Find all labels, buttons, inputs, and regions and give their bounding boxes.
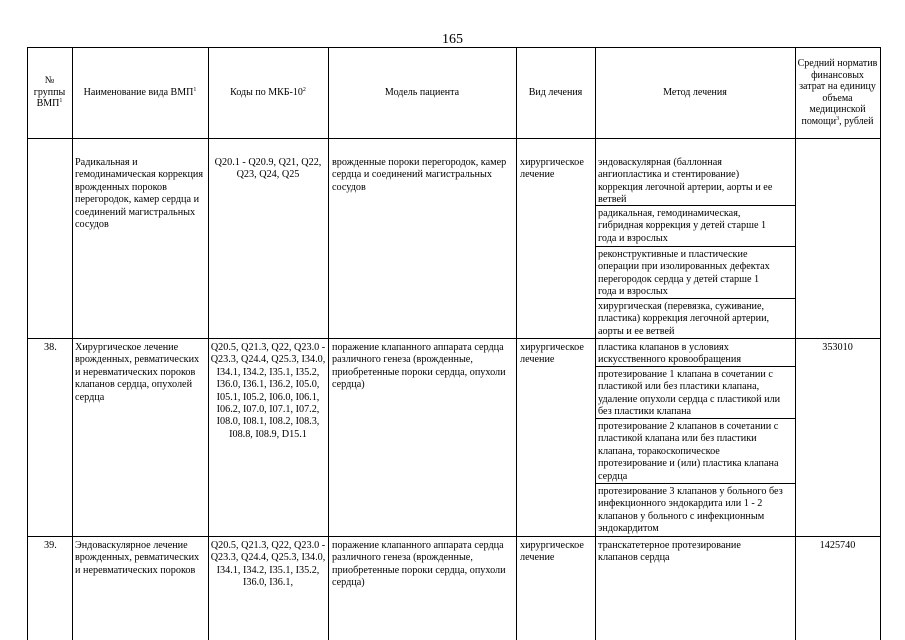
header-codes [208, 47, 328, 138]
header-treatment-label: Вид лечения [528, 86, 583, 98]
footnote-marker: 2 [302, 86, 306, 93]
header-cost [795, 47, 880, 138]
header-number-label: № группы ВМП [33, 75, 66, 110]
method-separator [595, 483, 795, 484]
row-codes: Q20.5, Q21.3, Q22, Q23.0 - Q23.3, Q24.4, Q25.3, I34.0, I34.1, I34.2, I35.1, I35.2, I36.0, I36.1, I36.2, I05.0, I05.1, I05.2, I06.0, I06.1, I06.2, I07.0, I07.1, I07.2, I08.0, I08.1, I08.2, I08.3, I08.8, I08.9, D15.1 [210, 342, 326, 440]
row-name: Эндоваскулярное лечение врожденных, ревматических и неревматических пороков [75, 540, 200, 576]
row-method: протезирование 2 клапанов в сочетании с пластикой клапана или без пластики клапана, торакоскопическое протезирование и (или) пластика клапана сердца [598, 421, 779, 482]
header-method-label: Метод лечения [663, 86, 727, 98]
header-codes-label: Коды по МКБ-10 [230, 86, 303, 98]
footnote-marker: 1 [193, 86, 197, 93]
header-model-label: Модель пациента [384, 86, 460, 98]
row-number: 38. [44, 342, 57, 353]
method-separator [595, 205, 795, 206]
method-separator [595, 366, 795, 367]
header-cost-label: Средний норматив финансовых затрат на единицу объема медицинской помощи [797, 58, 878, 127]
row-separator [27, 338, 880, 339]
row-method: хирургическая (перевязка, суживание, пластика) коррекция легочной артерии, аорты и ее ветвей [598, 301, 770, 337]
row-method: радикальная, гемодинамическая, гибридная коррекция у детей старше 1 года и взрослых [598, 208, 767, 244]
header-cost-suffix: , рублей [839, 115, 874, 127]
row-name: Радикальная и гемодинамическая коррекция врожденных пороков перегородок, камер сердца и соединений магистральных сосудов [75, 157, 204, 231]
row-cost: 1425740 [819, 540, 856, 551]
page-number: 165 [442, 32, 463, 47]
row-model: поражение клапанного аппарата сердца различного генеза (врожденные, приобретенные пороки сердца, опухоли сердца) [332, 342, 506, 391]
header-name-label: Наименование вида ВМП [83, 86, 194, 98]
header-model [328, 47, 516, 138]
header-name [72, 47, 208, 138]
footnote-marker: 3 [836, 115, 840, 122]
row-method: пластика клапанов в условиях искусственного кровообращения [598, 342, 742, 366]
row-cost: 353010 [822, 342, 853, 353]
method-separator [595, 298, 795, 299]
header-number [27, 47, 72, 138]
row-model: врожденные пороки перегородок, камер сердца и соединений магистральных сосудов [332, 157, 507, 193]
row-number: 39. [44, 540, 57, 551]
header-treatment [516, 47, 595, 138]
footnote-marker: 1 [59, 98, 63, 105]
header-method [595, 47, 795, 138]
row-method: реконструктивные и пластические операции при изолированных дефектах перегородок сердца у детей старше 1 года и взрослых [598, 249, 770, 298]
col-divider [880, 47, 881, 640]
row-method: эндоваскулярная (баллонная ангиопластика и стентирование) коррекция легочной артерии, аорты и ее ветвей [598, 157, 773, 206]
row-treatment: хирургическое лечение [520, 540, 584, 564]
row-treatment: хирургическое лечение [520, 342, 584, 366]
row-codes: Q20.5, Q21.3, Q22, Q23.0 - Q23.3, Q24.4, Q25.3, I34.0, I34.1, I34.2, I35.1, I35.2, I36.0, I36.1, [210, 540, 326, 589]
row-model: поражение клапанного аппарата сердца различного генеза (врожденные, приобретенные пороки сердца, опухоли сердца) [332, 540, 506, 589]
row-method: протезирование 1 клапана в сочетании с пластикой или без пластики клапана, удаление опухоли сердца с пластикой или без пластики клапана [598, 369, 781, 418]
row-treatment: хирургическое лечение [520, 157, 584, 181]
row-method: транскатетерное протезирование клапанов сердца [598, 540, 741, 564]
method-separator [595, 246, 795, 247]
row-method: протезирование 3 клапанов у больного без инфекционного эндокардита или 1 - 2 клапанов у больного с инфекционным эндокардитом [598, 486, 783, 535]
row-codes: Q20.1 - Q20.9, Q21, Q22, Q23, Q24, Q25 [214, 157, 322, 181]
header-bottom-border [27, 138, 880, 139]
row-name: Хирургическое лечение врожденных, ревматических и неревматических пороков клапанов сердца, опухолей сердца [75, 342, 200, 403]
row-separator [27, 536, 880, 537]
method-separator [595, 418, 795, 419]
